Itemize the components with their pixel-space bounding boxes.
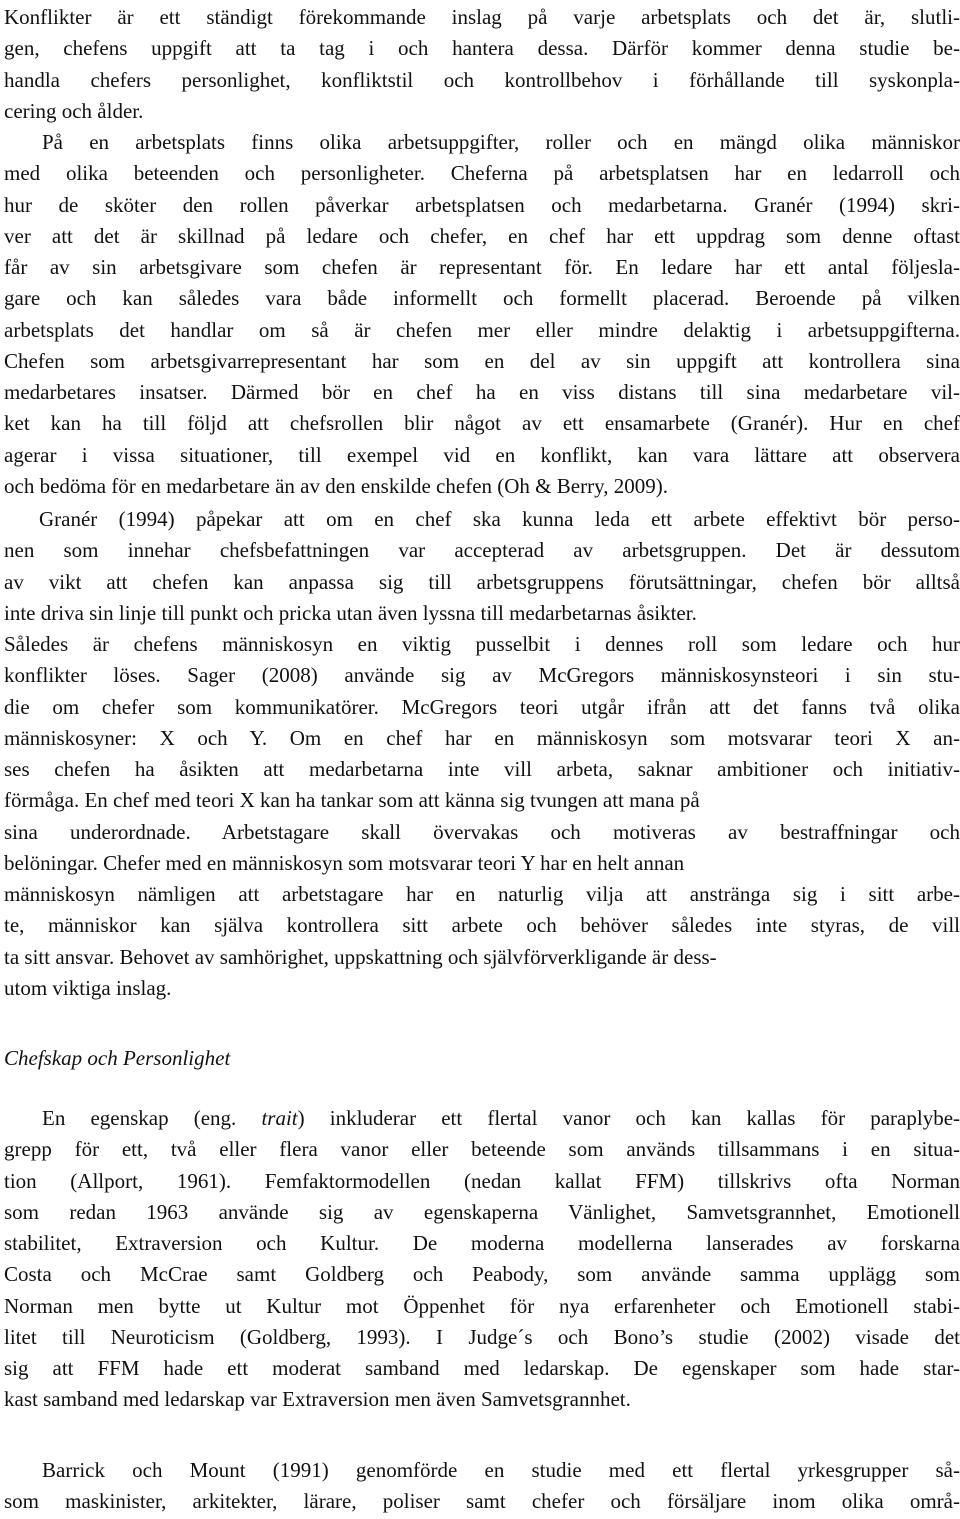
text-line: kast samband med ledarskap var Extraversion men även Samvetsgrannhet. (4, 1387, 631, 1412)
text-line: ket kan ha till följd att chefsrollen blir något av ett ensamarbete (Granér). Hur en chef (4, 411, 960, 436)
text-line: konflikter löses. Sager (2008) använde sig av McGregors människosynsteori i sin stu- (4, 663, 960, 688)
text-line: utom viktiga inslag. (4, 975, 172, 1000)
text-line: inte driva sin linje till punkt och pricka utan även lyssna till medarbetarnas åsikter. (4, 600, 697, 625)
text-line: arbetsplats det handlar om så är chefen mer eller mindre delaktig i arbetsuppgifterna. (4, 317, 960, 342)
text-line: får av sin arbetsgivare som chefen är representant för. En ledare har ett antal följesla- (4, 255, 960, 279)
text-line: ver att det är skillnad på ledare och chefer, en chef har ett uppdrag som denne oftast (4, 223, 960, 248)
text-line (4, 1103, 960, 1134)
section-heading: Chefskap och Personlighet (4, 1046, 231, 1070)
italic-term: trait (261, 1106, 298, 1130)
text-line: die om chefer som kommunikatörer. McGregors teori utgår ifrån att det fanns två olika (4, 694, 960, 719)
text-line: sina underordnade. Arbetstagare skall övervakas och motiveras av bestraffningar och (4, 819, 960, 844)
text-line: människosyn nämligen att arbetstagare har en naturlig vilja att anstränga sig i sitt arbe- (4, 882, 960, 906)
text-line: belöningar. Chefer med en människosyn som motsvarar teori Y har en helt annan (4, 850, 685, 875)
paragraph-personality (4, 1103, 960, 1416)
text-run: ) inkluderar ett flertal vanor och kan kallas för paraplybe- (297, 1106, 960, 1130)
text-line: nen som innehar chefsbefattningen var accepterad av arbetsgruppen. Det är dessutom (4, 538, 960, 563)
text-line: Costa och McCrae samt Goldberg och Peabody, som använde samma upplägg som (4, 1262, 960, 1287)
text-line: tion (Allport, 1961). Femfaktormodellen (nedan kallat FFM) tillskrivs ofta Norman (4, 1168, 960, 1193)
text-line: och bedöma för en medarbetare än av den enskilde chefen (Oh & Berry, 2009). (4, 473, 668, 498)
text-line: som redan 1963 använde sig av egenskaperna Vänlighet, Samvetsgrannhet, Emotionell (4, 1199, 960, 1224)
text-line: gen, chefens uppgift att ta tag i och hantera dessa. Därför kommer denna studie be- (4, 36, 960, 61)
text-line: Barrick och Mount (1991) genomförde en studie med ett flertal yrkesgrupper så- (42, 1458, 960, 1482)
text-line: hur de sköter den rollen påverkar arbetsplatsen och medarbetarna. Granér (1994) skri- (4, 192, 960, 217)
text-line: av vikt att chefen kan anpassa sig till arbetsgruppens förutsättningar, chefen bör alltså (4, 569, 960, 594)
text-line: Chefen som arbetsgivarrepresentant har som en del av sin uppgift att kontrollera sina (4, 348, 960, 373)
text-line: handla chefers personlighet, konfliktstil och kontrollbehov i förhållande till syskonpla- (4, 67, 960, 92)
text-line: ses chefen ha åsikten att medarbetarna inte vill arbeta, saknar ambitioner och initiativ- (4, 757, 960, 781)
text-line: agerar i vissa situationer, till exempel vid en konflikt, kan vara lättare att observera (4, 442, 960, 467)
text-line: människosyner: X och Y. Om en chef har en människosyn som motsvarar teori X an- (4, 725, 960, 750)
text-line: te, människor kan själva kontrollera sitt arbete och behöver således inte styras, de vill (4, 913, 960, 938)
text-line: förmåga. En chef med teori X kan ha tankar som att känna sig tvungen att mana på (4, 788, 700, 813)
text-line: med olika beteenden och personligheter. Cheferna på arbetsplatsen har en ledarroll och (4, 161, 960, 186)
text-line: cering och ålder. (4, 98, 144, 123)
text-line: Konflikter är ett ständigt förekommande inslag på varje arbetsplats och det är, slutli- (4, 5, 960, 29)
text-line: Således är chefens människosyn en viktig pusselbit i dennes roll som ledare och hur (4, 632, 960, 656)
text-line: På en arbetsplats finns olika arbetsuppgifter, roller och en mängd olika människor (42, 130, 960, 154)
text-line: stabilitet, Extraversion och Kultur. De moderna modellerna lanserades av forskarna (4, 1231, 960, 1255)
text-line: Norman men bytte ut Kultur mot Öppenhet för nya erfarenheter och Emotionell stabi- (4, 1293, 960, 1318)
paragraph-intro (4, 2, 960, 502)
text-line: litet till Neuroticism (Goldberg, 1993). I Judge´s och Bono’s studie (2002) visade det (4, 1324, 960, 1349)
paragraph-graner (4, 504, 960, 1004)
text-run: En egenskap (eng. (42, 1106, 262, 1130)
paragraph-barrick-mount (4, 1455, 960, 1518)
text-line: gare och kan således vara både informellt och formellt placerad. Beroende på vilken (4, 286, 960, 311)
text-line: Granér (1994) påpekar att om en chef ska kunna leda ett arbete effektivt bör perso- (39, 507, 960, 531)
text-line: grepp för ett, två eller flera vanor eller beteende som används tillsammans i en situa- (4, 1137, 960, 1162)
text-line: ta sitt ansvar. Behovet av samhörighet, uppskattning och självförverkligande är dess- (4, 944, 717, 969)
text-line: medarbetares insatser. Därmed bör en chef ha en viss distans till sina medarbetare vil- (4, 380, 960, 404)
text-line: som maskinister, arkitekter, lärare, poliser samt chefer och försäljare inom olika områ- (4, 1489, 960, 1514)
text-line: sig att FFM hade ett moderat samband med ledarskap. De egenskaper som hade star- (4, 1356, 960, 1380)
